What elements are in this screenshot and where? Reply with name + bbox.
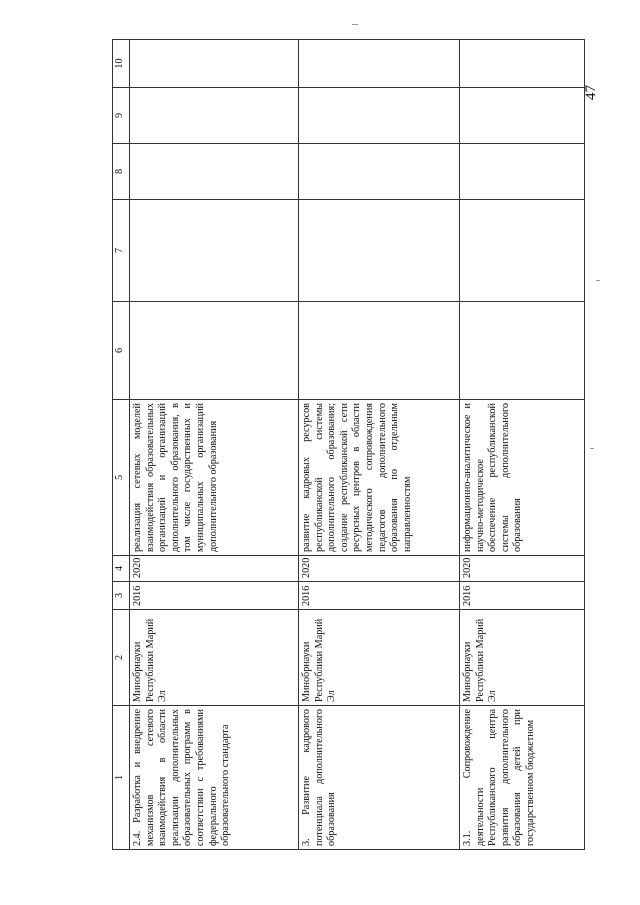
empty-cell bbox=[130, 302, 299, 400]
start-year-cell: 2016 bbox=[460, 582, 585, 610]
task-cell: 3. Развитие кадрового потенциала дополнительного образования bbox=[299, 706, 460, 850]
start-year-cell: 2016 bbox=[299, 582, 460, 610]
header-cell: 2 bbox=[113, 610, 130, 706]
empty-cell bbox=[460, 200, 585, 302]
empty-cell bbox=[299, 302, 460, 400]
result-cell: развитие кадровых ресурсов республиканской системы дополнительного образования; создание республиканской сети ресурсных центров в области методического сопровождения педагогов дополнительного образования по отдельным направленностям bbox=[299, 400, 460, 556]
program-table bbox=[112, 39, 585, 850]
empty-cell bbox=[460, 302, 585, 400]
empty-cell bbox=[130, 200, 299, 302]
empty-cell bbox=[460, 88, 585, 144]
result-cell: информационно-аналитическое и научно-методическое обеспечение республиканской системы дополнительного образования bbox=[460, 400, 585, 556]
header-cell: 3 bbox=[113, 582, 130, 610]
empty-cell bbox=[460, 144, 585, 200]
empty-cell bbox=[299, 144, 460, 200]
header-row bbox=[113, 40, 130, 850]
rotated-table-frame bbox=[112, 40, 572, 850]
executor-cell: Минобрнауки Республики Марий Эл bbox=[299, 610, 460, 706]
header-cell: 8 bbox=[113, 144, 130, 200]
header-cell: 7 bbox=[113, 200, 130, 302]
header-cell: 4 bbox=[113, 556, 130, 582]
empty-cell bbox=[130, 88, 299, 144]
end-year-cell: 2020 bbox=[130, 556, 299, 582]
table-row bbox=[460, 40, 585, 850]
table-row bbox=[299, 40, 460, 850]
empty-cell bbox=[299, 40, 460, 88]
table-row bbox=[130, 40, 299, 850]
end-year-cell: 2020 bbox=[299, 556, 460, 582]
header-cell: 6 bbox=[113, 302, 130, 400]
empty-cell bbox=[130, 144, 299, 200]
page-number: 47 bbox=[583, 85, 599, 100]
scan-mark bbox=[590, 448, 594, 449]
scan-mark bbox=[596, 280, 600, 281]
header-cell: 10 bbox=[113, 40, 130, 88]
empty-cell bbox=[460, 40, 585, 88]
start-year-cell: 2016 bbox=[130, 582, 299, 610]
end-year-cell: 2020 bbox=[460, 556, 585, 582]
task-cell: 3.1. Сопровождение деятельности Республиканского центра развития дополнительного образования детей при государственном бюджетном bbox=[460, 706, 585, 850]
result-cell: реализация сетевых моделей взаимодействия образовательных организаций и организаций дополнительного образования, в том числе государственных и муниципальных организаций дополнительного образования bbox=[130, 400, 299, 556]
executor-cell: Минобрнауки Республики Марий Эл bbox=[460, 610, 585, 706]
empty-cell bbox=[299, 88, 460, 144]
header-cell: 5 bbox=[113, 400, 130, 556]
scan-mark bbox=[352, 24, 358, 25]
empty-cell bbox=[130, 40, 299, 88]
executor-cell: Минобрнауки Республики Марий Эл bbox=[130, 610, 299, 706]
task-cell: 2.4. Разработка и внедрение механизмов сетевого взаимодействия в области реализации дополнительных образовательных программ в соответствии с требованиями федерального образовательного стандарта bbox=[130, 706, 299, 850]
header-cell: 9 bbox=[113, 88, 130, 144]
header-cell: 1 bbox=[113, 706, 130, 850]
empty-cell bbox=[299, 200, 460, 302]
